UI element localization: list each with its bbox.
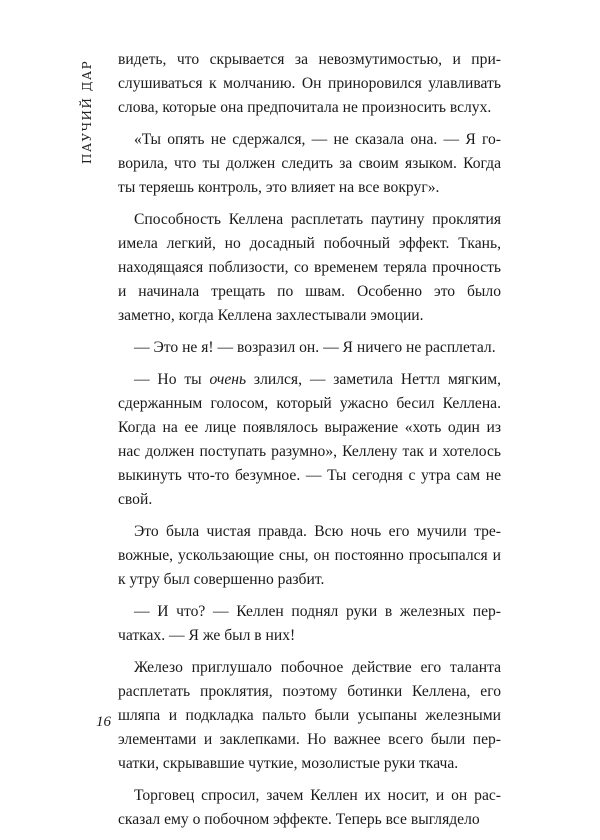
running-head: ПАУЧИЙ ДАР xyxy=(80,60,94,165)
paragraph-7: — И что? — Келлен поднял руки в железных перчатках. — Я же был в них! xyxy=(118,603,501,644)
paragraph-8: Железо приглушало побочное действие его таланта расплетать проклятия, поэтому ботинки Келлена, его шляпа и подкладка пальто были усыпаны железными элементами и заклепками. Но важнее всего были перчатки, скрывавшие чуткие, мозолистые руки ткача. xyxy=(118,659,501,772)
paragraph-5: — Но ты очень злился, — заметила Неттл мягким, сдержанным голосом, который ужасно бесил Келлена. Когда на ее лице появлялось выражение «хоть один из нас должен поступать разумно», Келлену так и хотелось выкинуть что-то безумное. — Ты сегодня с утра сам не свой. xyxy=(118,371,502,508)
paragraph-9: Торговец спросил, зачем Келлен их носит, и он рассказал ему о побочном эффекте. Теперь все выглядело xyxy=(118,787,501,828)
emphasis: очень xyxy=(209,371,247,388)
paragraph-3: Способность Келлена расплетать паутину проклятия имела легкий, но досадный побочный эффект. Ткань, находящаяся поблизости, со временем теряла прочность и начинала трещать по швам. Особенно это было заметно, когда Келлена захлестывали эмоции. xyxy=(118,211,501,324)
paragraph-2: «Ты опять не сдержался, — не сказала она. — Я говорила, что ты должен следить за своим языком. Когда ты теряешь контроль, это влияет на все вокруг». xyxy=(118,131,501,196)
body-text xyxy=(118,48,501,840)
paragraph-6: Это была чистая правда. Всю ночь его мучили тревожные, ускользающие сны, он постоянно просыпался и к утру был совершенно разбит. xyxy=(118,523,501,588)
paragraph-1: видеть, что скрывается за невозмутимостью, и прислушиваться к молчанию. Он приноровился улавливать слова, которые она предпочитала не произносить вслух. xyxy=(118,51,501,116)
paragraph-4: — Это не я! — возразил он. — Я ничего не расплетал. xyxy=(134,339,496,356)
page-number: 16 xyxy=(96,714,111,730)
